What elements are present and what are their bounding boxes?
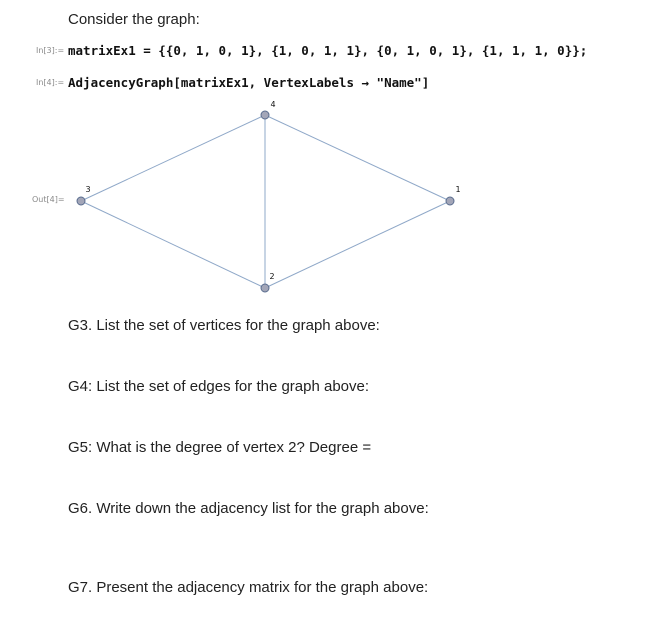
edge-1-2 xyxy=(265,201,450,288)
vertex-2[interactable] xyxy=(261,284,269,292)
question-g4: G4: List the set of edges for the graph above: xyxy=(68,378,370,395)
edge-3-4 xyxy=(81,115,265,201)
graph-edges xyxy=(81,115,450,288)
question-g3: G3. List the set of vertices for the graph above: xyxy=(68,317,380,334)
input-label-3: In[3]:= xyxy=(36,46,65,55)
question-g6: G6. Write down the adjacency list for the graph above: xyxy=(68,500,429,517)
input-cell-4[interactable]: AdjacencyGraph[matrixEx1, VertexLabels → "Name"] xyxy=(68,75,430,90)
intro-text: Consider the graph: xyxy=(68,11,200,28)
question-g7: G7. Present the adjacency matrix for the graph above: xyxy=(68,579,429,596)
vertex-4[interactable] xyxy=(261,111,269,119)
output-label-4: Out[4]= xyxy=(32,195,65,204)
graph-vertex-labels xyxy=(85,100,460,281)
input-label-4: In[4]:= xyxy=(36,78,65,87)
vertex-1[interactable] xyxy=(446,197,454,205)
vertex-label-4: 4 xyxy=(270,100,276,109)
edge-2-3 xyxy=(81,201,265,288)
edge-1-4 xyxy=(265,115,450,201)
vertex-label-3: 3 xyxy=(85,185,91,194)
input-cell-3[interactable]: matrixEx1 = {{0, 1, 0, 1}, {1, 0, 1, 1}, {0, 1, 0, 1}, {1, 1, 1, 0}}; xyxy=(68,43,588,58)
vertex-3[interactable] xyxy=(77,197,85,205)
vertex-label-1: 1 xyxy=(455,185,461,194)
question-g5: G5: What is the degree of vertex 2? Degree = xyxy=(68,439,372,456)
vertex-label-2: 2 xyxy=(269,272,275,281)
